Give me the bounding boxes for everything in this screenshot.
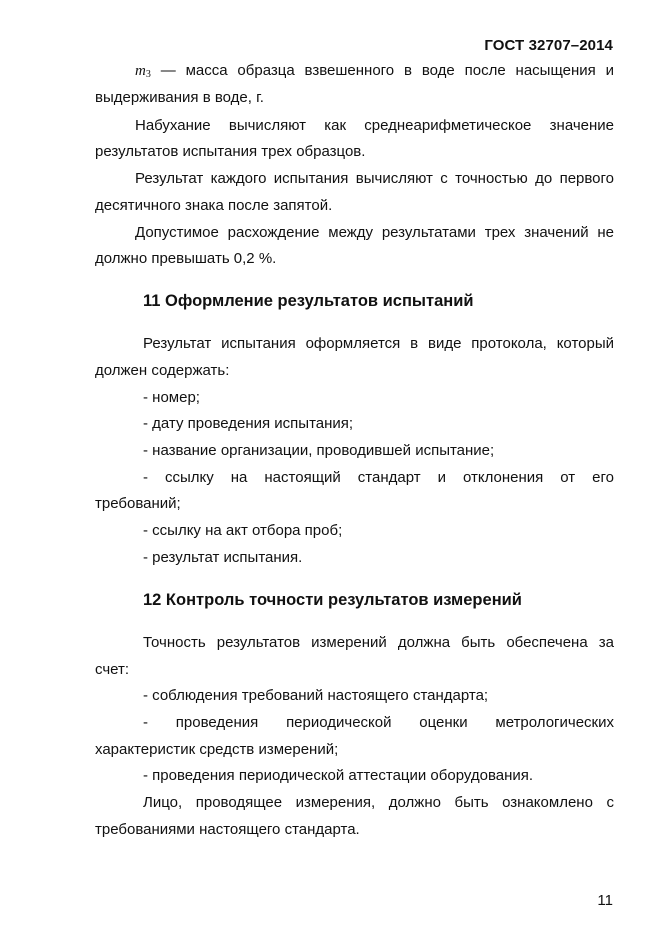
- list-item: - ссылку на акт отбора проб;: [143, 522, 343, 539]
- variable-symbol: $m_3$: [135, 63, 151, 80]
- list-item: - дату проведения испытания;: [143, 415, 354, 432]
- list-item: - соблюдения требований настоящего стандарта;: [143, 687, 489, 704]
- list-item: - номер;: [143, 389, 200, 406]
- list-item-cont: характеристик средств измерений;: [95, 741, 339, 758]
- section-12-heading: 12 Контроль точности результатов измерений: [143, 591, 522, 609]
- list-item: - проведения периодической оценки метрологических: [143, 714, 614, 731]
- paragraph-tolerance-cont: должно превышать 0,2 %.: [95, 250, 277, 267]
- variable-definition-line: $m_3$ — масса образца взвешенного в воде после насыщения и: [135, 62, 614, 80]
- paragraph-swelling-cont: результатов испытания трех образцов.: [95, 143, 366, 160]
- section-11-intro-cont: должен содержать:: [95, 362, 230, 379]
- list-item: - название организации, проводившей испытание;: [143, 442, 495, 459]
- paragraph-accuracy-cont: десятичного знака после запятой.: [95, 197, 333, 214]
- section-11-intro: Результат испытания оформляется в виде протокола, который: [143, 335, 614, 352]
- variable-definition-cont: выдерживания в воде, г.: [95, 89, 264, 106]
- list-item-cont: требований;: [95, 495, 181, 512]
- list-item: - результат испытания.: [143, 549, 303, 566]
- standard-header: ГОСТ 32707–2014: [484, 37, 613, 54]
- closing-paragraph: Лицо, проводящее измерения, должно быть ознакомлено с: [143, 794, 614, 811]
- page-number: 11: [597, 892, 613, 909]
- section-11-heading: 11 Оформление результатов испытаний: [143, 292, 474, 310]
- paragraph-tolerance: Допустимое расхождение между результатами трех значений не: [135, 224, 614, 241]
- paragraph-swelling: Набухание вычисляют как среднеарифметическое значение: [135, 117, 614, 134]
- list-item: - проведения периодической аттестации оборудования.: [143, 767, 534, 784]
- list-item: - ссылку на настоящий стандарт и отклонения от его: [143, 469, 614, 486]
- section-12-intro-cont: счет:: [95, 661, 130, 678]
- closing-paragraph-cont: требованиями настоящего стандарта.: [95, 821, 360, 838]
- paragraph-accuracy: Результат каждого испытания вычисляют с точностью до первого: [135, 170, 614, 187]
- section-12-intro: Точность результатов измерений должна быть обеспечена за: [143, 634, 614, 651]
